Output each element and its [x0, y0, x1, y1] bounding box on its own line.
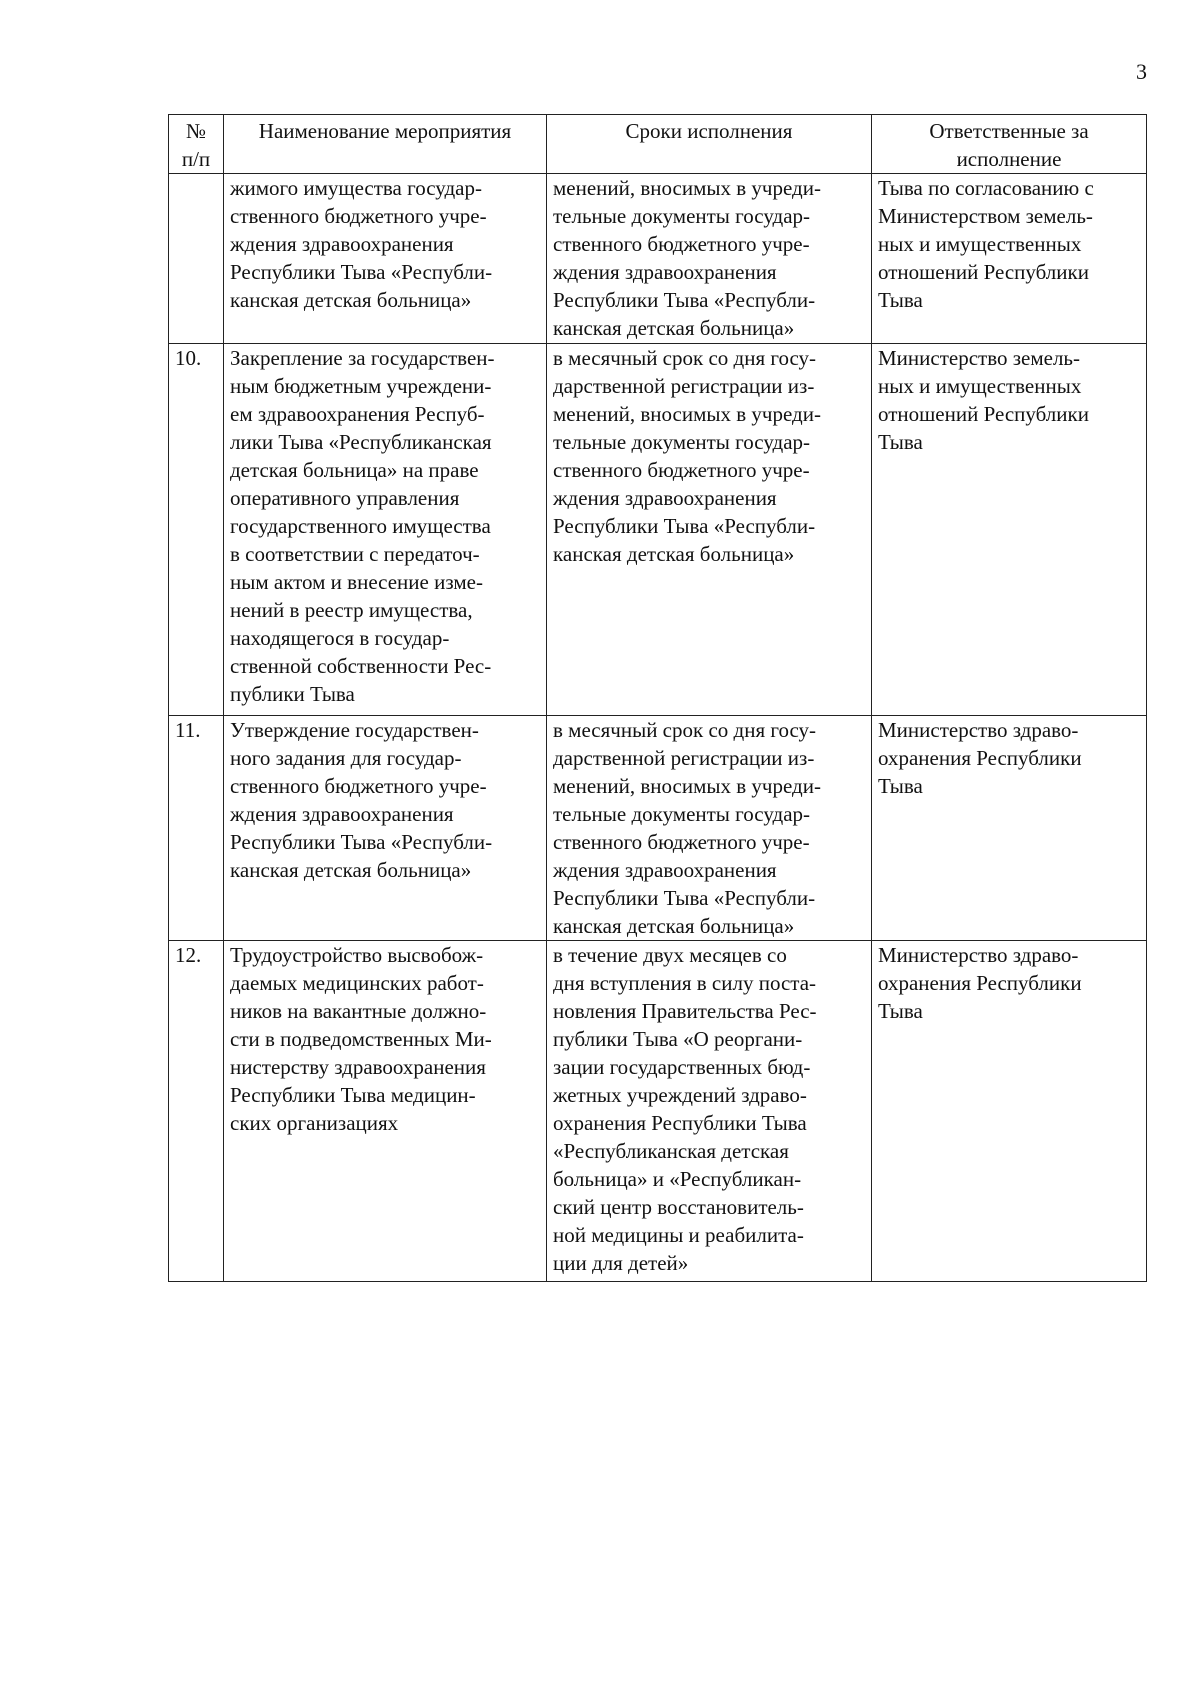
table-row — [169, 344, 1147, 716]
activities-table — [168, 114, 1147, 1282]
page-number: 3 — [1136, 59, 1147, 84]
row-responsible: Министерство здраво- охранения Республики Тыва — [872, 941, 1147, 1282]
row-responsible: Министерство земель- ных и имущественных отношений Республики Тыва — [872, 344, 1147, 716]
header-responsible: Ответственные за исполнение — [872, 115, 1147, 174]
row-deadline: менений, вносимых в учреди- тельные документы государ- ственного бюджетного учре- ждения здравоохранения Республики Тыва «Республи- канская детская больница» — [547, 174, 872, 344]
row-number: 11. — [169, 716, 224, 941]
row-number: 12. — [169, 941, 224, 1282]
row-activity-name: Трудоустройство высвобож- даемых медицинских работ- ников на вакантные должно- сти в подведомственных Ми- нистерству здравоохранения Республики Тыва медицин- ских организациях — [224, 941, 547, 1282]
table-row — [169, 716, 1147, 941]
table-header-row — [169, 115, 1147, 174]
row-deadline: в месячный срок со дня госу- дарственной регистрации из- менений, вносимых в учреди- тельные документы государ- ственного бюджетного учре- ждения здравоохранения Республики Тыва «Республи- канская детская больница» — [547, 344, 872, 716]
table-row — [169, 941, 1147, 1282]
header-deadline: Сроки исполнения — [547, 115, 872, 174]
row-activity-name: Утверждение государствен- ного задания для государ- ственного бюджетного учре- ждения здравоохранения Республики Тыва «Республи- канская детская больница» — [224, 716, 547, 941]
table-row — [169, 174, 1147, 344]
header-activity-name: Наименование мероприятия — [224, 115, 547, 174]
row-deadline: в месячный срок со дня госу- дарственной регистрации из- менений, вносимых в учреди- тельные документы государ- ственного бюджетного учре- ждения здравоохранения Республики Тыва «Республи- канская детская больница» — [547, 716, 872, 941]
row-number: 10. — [169, 344, 224, 716]
row-responsible: Министерство здраво- охранения Республики Тыва — [872, 716, 1147, 941]
row-number — [169, 174, 224, 344]
row-deadline: в течение двух месяцев со дня вступления в силу поста- новления Правительства Рес- публики Тыва «О реоргани- зации государственных бюд- жетных учреждений здраво- охранения Республики Тыва «Республиканская детская больница» и «Республикан- ский центр восстановитель- ной медицины и реабилита- ции для детей» — [547, 941, 872, 1282]
row-activity-name: Закрепление за государствен- ным бюджетным учреждени- ем здравоохранения Респуб- лики Тыва «Республиканская детская больница» на праве оперативного управления государственного имущества в соответствии с передаточ- ным актом и внесение изме- нений в реестр имущества, находящегося в государ- ственной собственности Рес- публики Тыва — [224, 344, 547, 716]
row-responsible: Тыва по согласованию с Министерством земель- ных и имущественных отношений Республики Тыва — [872, 174, 1147, 344]
header-number: № п/п — [169, 115, 224, 174]
row-activity-name: жимого имущества государ- ственного бюджетного учре- ждения здравоохранения Республики Тыва «Республи- канская детская больница» — [224, 174, 547, 344]
